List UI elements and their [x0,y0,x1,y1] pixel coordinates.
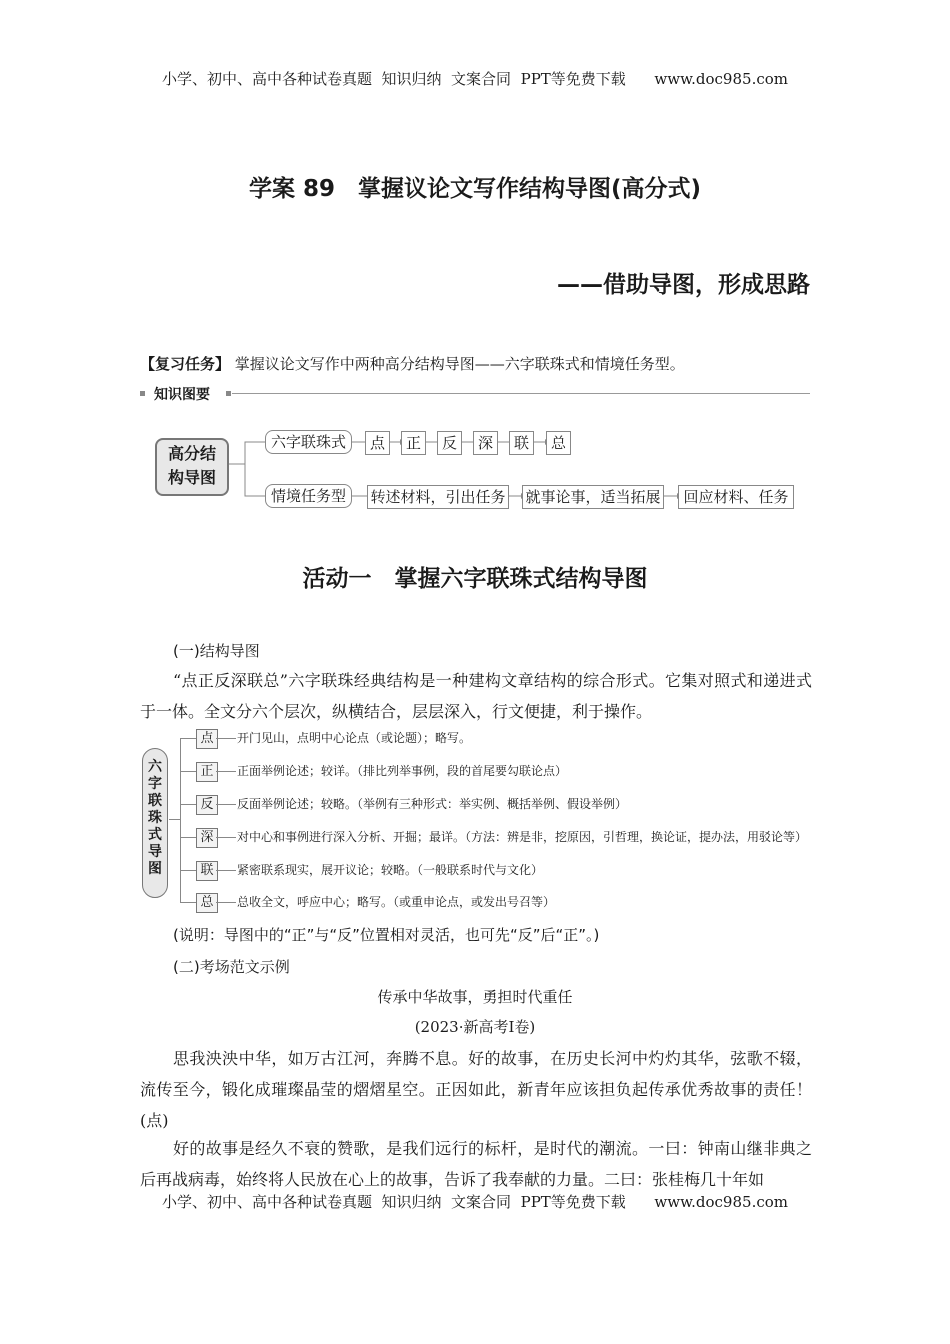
six-desc: 正面举例论述；较详。（排比列举事例，段的首尾要勾联论点） [237,764,568,778]
step-box: 联 [509,431,534,455]
branch-six-chain: 六字联珠式 [265,430,352,454]
essay-paragraph: 好的故事是经久不衰的赞歌，是我们远行的标杆，是时代的潮流。一曰：钟南山继非典之后再战病毒，始终将人民放在心上的故事，告诉了我奉献的力量。二曰：张桂梅几十年如 [140,1139,812,1189]
six-desc: 紧密联系现实，展开议论；较略。（一般联系时代与文化） [237,863,544,877]
review-task [140,353,685,374]
connector [180,837,196,838]
square-bullet-icon [226,391,231,396]
six-desc: 总收全文，呼应中心；略写。（或重申论点，或发出号召等） [237,895,556,909]
connector [180,771,196,772]
step-box: 深 [473,431,498,455]
connector [180,870,196,871]
branch-situation-task: 情境任务型 [265,484,352,508]
step-box: 正 [401,431,426,455]
six-node: 反 [196,795,218,815]
step-box: 转述材料，引出任务 [367,485,509,509]
connector [169,819,180,820]
knowledge-label: 知识图要 [154,387,210,403]
connector [180,738,181,902]
step-box: 回应材料、任务 [678,485,794,509]
essay-paragraph: 思我泱泱中华，如万古江河，奔腾不息。好的故事，在历史长河中灼灼其华，弦歌不辍，流传至今，锻化成璀璨晶莹的熠熠星空。正因如此，新青年应该担负起传承优秀故事的责任！(点) [140,1049,812,1130]
connector [216,804,236,805]
connector [216,870,236,871]
connector [180,902,196,903]
step-box: 反 [437,431,462,455]
knowledge-header [140,383,810,403]
essay-source: (2023·新高考Ⅰ卷) [414,1018,536,1036]
root-line-2: 构导图 [167,468,216,487]
section-heading: (一)结构导图 [173,642,260,660]
structure-mindmap [150,420,810,515]
connector [216,837,236,838]
connector [216,902,236,903]
mindmap-root [155,438,229,496]
six-chain-map [140,728,820,918]
essay-title: 传承中华故事，勇担时代重任 [377,988,573,1006]
page-footer: 小学、初中、高中各种试卷真题 知识归纳 文案合同 PPT等免费下载 www.doc985.com [161,1193,788,1211]
six-map-root [142,748,168,898]
connector [180,804,196,805]
section-heading: (二)考场范文示例 [173,958,290,976]
page-subtitle: ——借助导图，形成思路 [557,272,810,298]
connector [216,738,236,739]
six-desc: 开门见山，点明中心论点（或论题）；略写。 [237,731,472,745]
six-desc: 反面举例论述；较略。（举例有三种形式：举实例、概括举例、假设举例） [237,797,628,811]
six-map-root-label: 六字联珠式导图 [148,759,162,877]
six-desc: 对中心和事例进行深入分析、开掘；最详。（方法：辨是非，挖原因，引哲理，换论证，提办法，用驳论等） [237,830,808,844]
divider [232,393,810,394]
six-node: 点 [196,729,218,749]
connector [180,738,196,739]
square-bullet-icon [140,391,145,396]
six-node: 总 [196,893,218,913]
root-line-1: 高分结 [167,444,216,463]
activity-title: 活动一 掌握六字联珠式结构导图 [302,566,648,592]
six-node: 深 [196,828,218,848]
step-box: 点 [365,431,390,455]
intro-paragraph: “点正反深联总”六字联珠经典结构是一种建构文章结构的综合形式。它集对照式和递进式于一体。全文分六个层次，纵横结合，层层深入，行文便捷，利于操作。 [140,671,812,721]
map-note: (说明：导图中的“正”与“反”位置相对灵活，也可先“反”后“正”。) [173,926,600,944]
connector [216,771,236,772]
six-node: 正 [196,762,218,782]
step-box: 就事论事，适当拓展 [522,485,664,509]
six-node: 联 [196,861,218,881]
review-text: 掌握议论文写作中两种高分结构导图——六字联珠式和情境任务型。 [234,355,685,373]
review-tag: 【复习任务】 [140,355,231,373]
page-header: 小学、初中、高中各种试卷真题 知识归纳 文案合同 PPT等免费下载 www.doc985.com [161,70,788,88]
page-title: 学案 89 掌握议论文写作结构导图(高分式) [248,176,702,202]
step-box: 总 [546,431,571,455]
